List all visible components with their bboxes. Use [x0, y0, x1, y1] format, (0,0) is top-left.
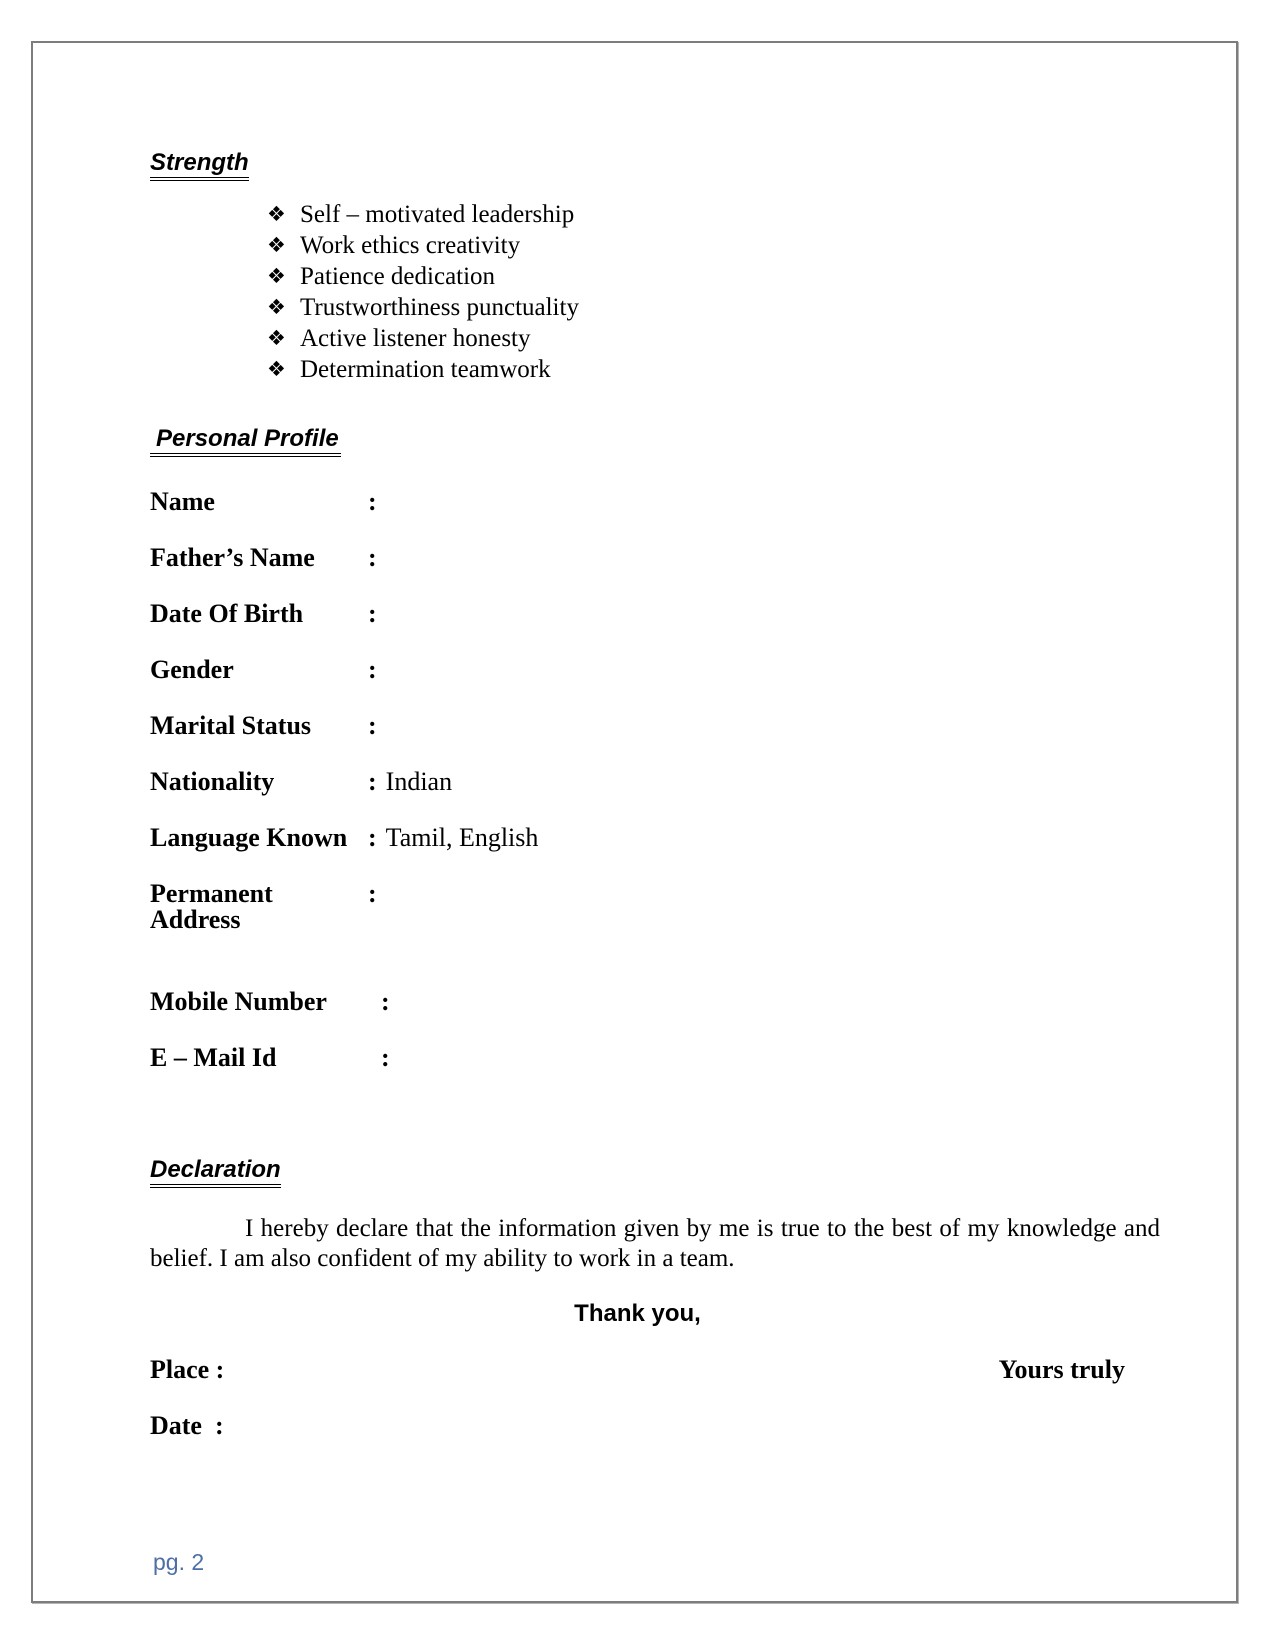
field-row-gender	[150, 657, 1175, 713]
field-colon: :	[368, 711, 377, 740]
personal-profile-heading-text: Personal Profile	[150, 426, 341, 457]
strength-heading-text: Strength	[150, 150, 249, 181]
declaration-heading-text: Declaration	[150, 1157, 281, 1188]
diamond-bullet-icon: ❖	[267, 357, 286, 381]
list-item-text: Trustworthiness punctuality	[300, 294, 579, 321]
field-label: Permanent Address	[150, 879, 273, 934]
list-item-text: Determination teamwork	[300, 356, 551, 383]
field-colon: :	[368, 655, 377, 684]
field-label: E – Mail Id	[150, 1043, 277, 1072]
strength-list	[267, 199, 579, 385]
field-colon: :	[368, 767, 377, 796]
diamond-bullet-icon: ❖	[267, 295, 286, 319]
list-item	[267, 323, 579, 354]
diamond-bullet-icon: ❖	[267, 264, 286, 288]
field-row-date-of-birth	[150, 601, 1175, 657]
list-item	[267, 261, 579, 292]
diamond-bullet-icon: ❖	[267, 202, 286, 226]
field-row-email-id	[150, 1045, 1175, 1101]
field-row-mobile-number	[150, 989, 1175, 1045]
strength-section-heading	[150, 150, 249, 181]
list-item-text: Self – motivated leadership	[300, 201, 575, 228]
date-label: Date :	[150, 1411, 224, 1440]
field-colon: :	[368, 879, 377, 908]
declaration-paragraph: I hereby declare that the information given by me is true to the best of my knowledge and belief. I am also confident of my ability to work in a team.	[150, 1215, 1160, 1272]
field-value: Indian	[385, 767, 453, 796]
field-row-nationality	[150, 769, 1175, 825]
field-colon: :	[381, 1043, 390, 1072]
field-colon: :	[368, 543, 377, 572]
diamond-bullet-icon: ❖	[267, 233, 286, 257]
field-row-marital-status	[150, 713, 1175, 769]
field-label: Name	[150, 487, 215, 516]
field-label: Gender	[150, 655, 234, 684]
signature-row	[150, 1357, 1125, 1383]
list-item	[267, 199, 579, 230]
page-number: pg. 2	[153, 1549, 205, 1575]
list-item	[267, 230, 579, 261]
field-colon: :	[368, 823, 377, 852]
field-colon: :	[368, 599, 377, 628]
place-label: Place :	[150, 1355, 225, 1384]
thank-you-line: Thank you,	[574, 1300, 701, 1327]
field-label: Mobile Number	[150, 987, 327, 1016]
list-item	[267, 292, 579, 323]
field-label: Father’s Name	[150, 543, 315, 572]
field-value: Tamil, English	[385, 823, 539, 852]
field-row-fathers-name	[150, 545, 1175, 601]
diamond-bullet-icon: ❖	[267, 326, 286, 350]
field-row-language-known	[150, 825, 1175, 881]
list-item	[267, 354, 579, 385]
field-row-permanent-address	[150, 881, 1175, 937]
address-blank-space	[150, 937, 1175, 989]
list-item-text: Patience dedication	[300, 263, 496, 290]
field-label: Date Of Birth	[150, 599, 304, 628]
yours-truly-label: Yours truly	[998, 1355, 1125, 1384]
declaration-section-heading	[150, 1157, 281, 1188]
list-item-text: Work ethics creativity	[300, 232, 521, 259]
personal-profile-section-heading	[150, 426, 341, 457]
field-label: Nationality	[150, 767, 275, 796]
field-colon: :	[381, 987, 390, 1016]
list-item-text: Active listener honesty	[300, 325, 531, 352]
field-row-name	[150, 489, 1175, 545]
personal-profile-fields	[150, 489, 1175, 1101]
field-colon: :	[368, 487, 377, 516]
field-label: Marital Status	[150, 711, 312, 740]
field-label: Language Known	[150, 823, 348, 852]
